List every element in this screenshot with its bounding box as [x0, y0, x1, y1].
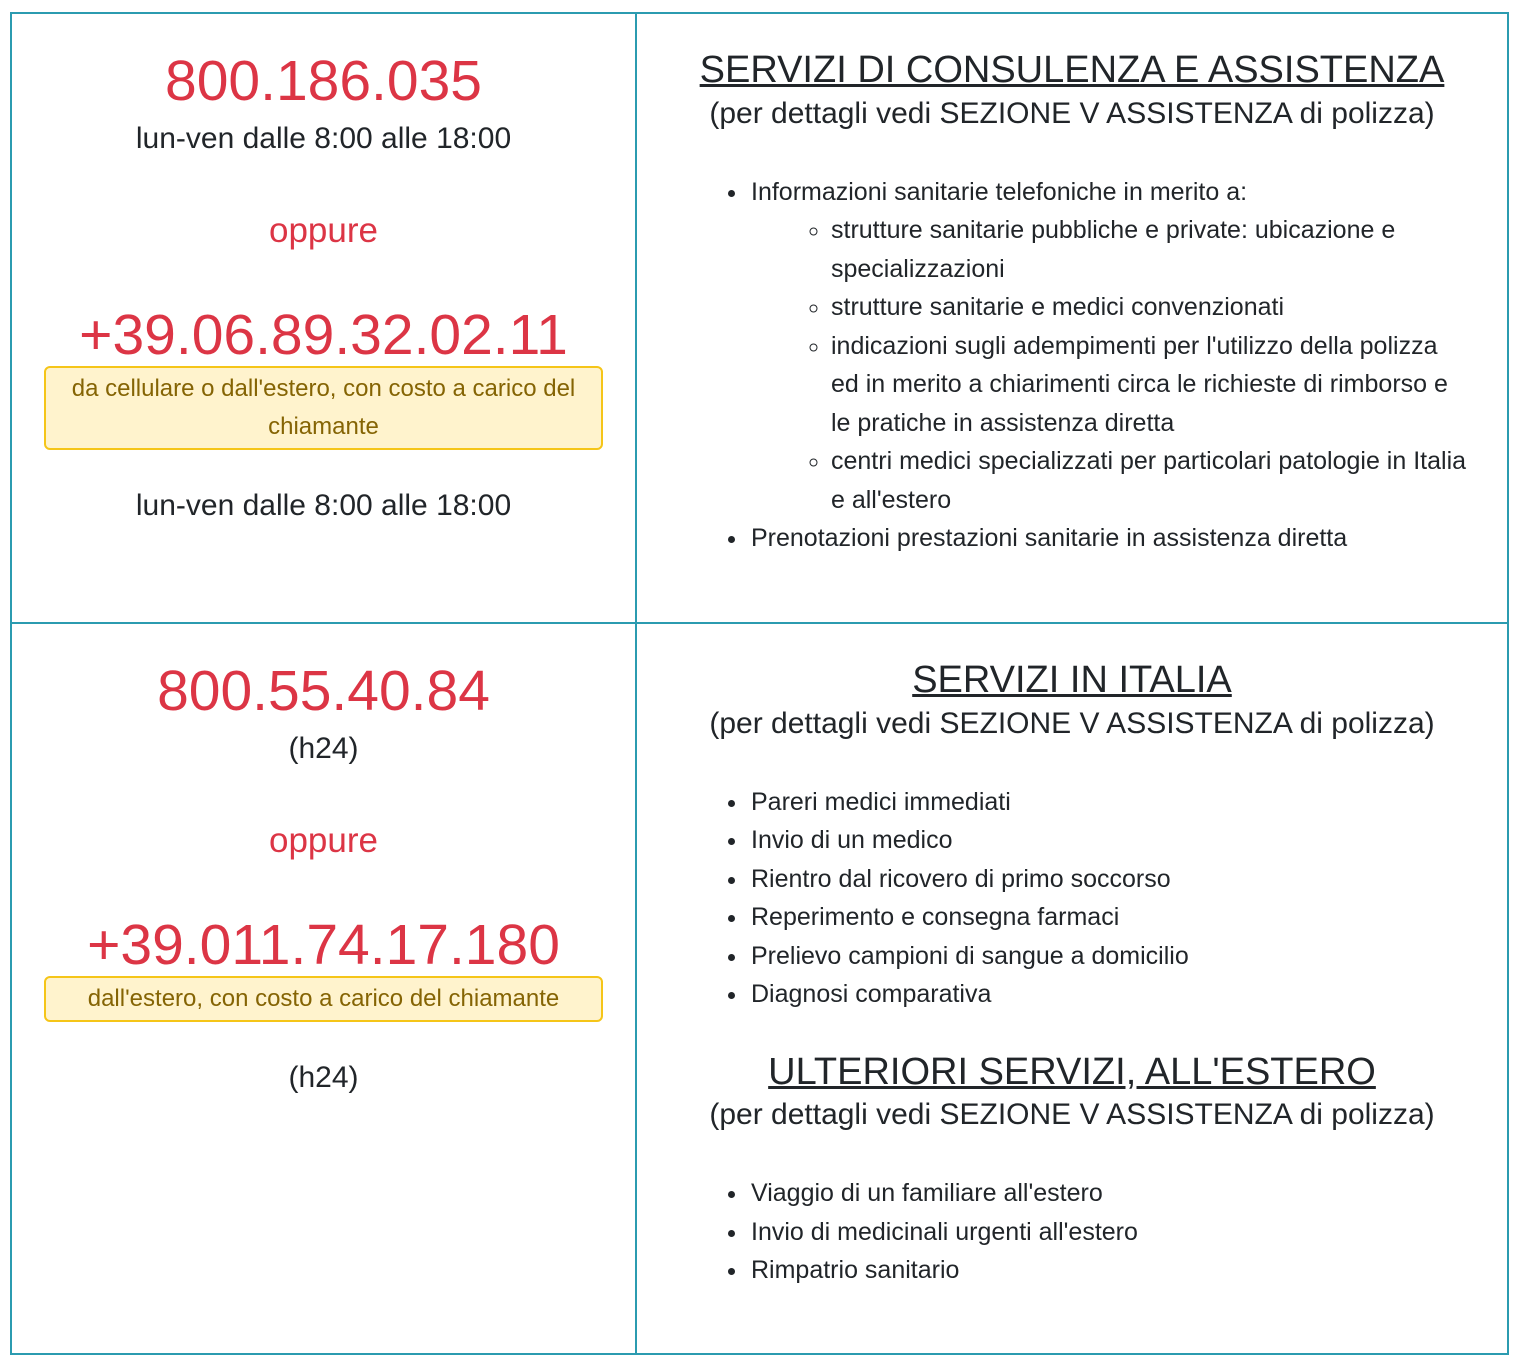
phone-number-primary[interactable]: 800.55.40.84 [157, 659, 490, 723]
hours-primary: lun-ven dalle 8:00 alle 18:00 [135, 121, 512, 155]
sub-list [751, 211, 1507, 519]
hours-secondary: lun-ven dalle 8:00 alle 18:00 [135, 489, 512, 523]
cost-note-badge: da cellulare o dall'estero, con costo a carico del chiamante [44, 366, 603, 450]
consulting-services-cell [635, 12, 1509, 624]
sub-list-item: ◦ strutture sanitarie pubbliche e private: ubicazione e specializzazioni [831, 211, 1507, 288]
list-item: • Reperimento e consegna farmaci [749, 898, 1507, 937]
list-item: • Rientro dal ricovero di primo soccorso [749, 860, 1507, 899]
section-title-abroad: ULTERIORI SERVIZI, ALL'ESTERO [768, 1050, 1376, 1093]
list-item: • Viaggio di un familiare all'estero [749, 1174, 1507, 1213]
italy-abroad-services-cell [635, 622, 1509, 1355]
contacts-table [10, 12, 1509, 1355]
list-item: • Prenotazioni prestazioni sanitarie in assistenza diretta [749, 519, 1507, 558]
italy-services-list [637, 783, 1507, 1014]
phone-number-primary[interactable]: 800.186.035 [165, 49, 482, 113]
section-subtitle-italy: (per dettagli vedi SEZIONE V ASSISTENZA di polizza) [709, 706, 1435, 740]
list-item-label: Informazioni sanitarie telefoniche in merito a: [751, 177, 1248, 206]
section-title: SERVIZI DI CONSULENZA E ASSISTENZA [699, 49, 1445, 91]
list-item: • Diagnosi comparativa [749, 975, 1507, 1014]
list-item [749, 173, 1507, 520]
list-item: • Rimpatrio sanitario [749, 1251, 1507, 1290]
or-separator: oppure [269, 210, 378, 250]
section-subtitle-abroad: (per dettagli vedi SEZIONE V ASSISTENZA di polizza) [709, 1098, 1435, 1132]
or-separator: oppure [269, 820, 378, 860]
list-item: • Invio di un medico [749, 821, 1507, 860]
sub-list-item: ◦ strutture sanitarie e medici convenzionati [831, 288, 1507, 327]
abroad-services-list [637, 1174, 1507, 1290]
cost-note-badge: dall'estero, con costo a carico del chiamante [44, 976, 603, 1022]
sub-list-item: ◦ centri medici specializzati per particolari patologie in Italia e all'estero [831, 442, 1507, 519]
list-item: • Invio di medicinali urgenti all'estero [749, 1213, 1507, 1252]
bottom-contacts-cell [10, 622, 637, 1355]
phone-number-secondary[interactable]: +39.06.89.32.02.11 [79, 302, 568, 367]
hours-secondary: (h24) [288, 1061, 359, 1095]
list-item: • Pareri medici immediati [749, 783, 1507, 822]
section-title-italy: SERVIZI IN ITALIA [912, 659, 1232, 701]
sub-list-item: ◦ indicazioni sugli adempimenti per l'utilizzo della polizza ed in merito a chiarimenti circa le richieste di rimborso e le pratiche in assistenza diretta [831, 327, 1507, 443]
section-subtitle: (per dettagli vedi SEZIONE V ASSISTENZA di polizza) [709, 96, 1435, 130]
phone-number-secondary[interactable]: +39.011.74.17.180 [87, 912, 560, 977]
list-item: • Prelievo campioni di sangue a domicilio [749, 937, 1507, 976]
services-list [637, 173, 1507, 558]
hours-primary: (h24) [288, 731, 359, 765]
top-contacts-cell [10, 12, 637, 624]
